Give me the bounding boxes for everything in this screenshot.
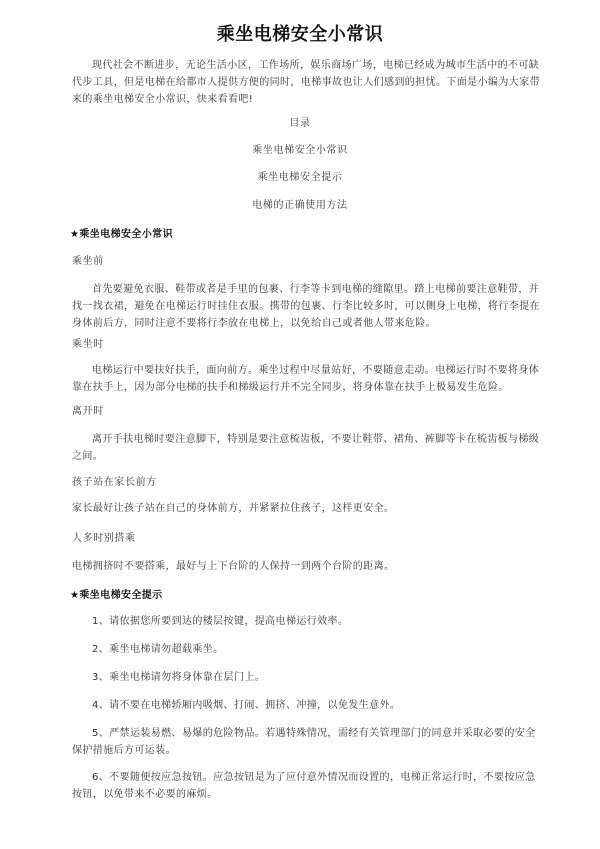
section-heading-safety-tips: ★乘坐电梯安全小常识 [70, 229, 173, 240]
toc-heading: 目录 [289, 118, 311, 129]
subheading-before-riding: 乘坐前 [72, 256, 104, 267]
paragraph-before-riding: 首先要避免衣服、鞋带或者是手里的包裹、行李等卡到电梯的缝隙里。踏上电梯前要注意鞋带，并找一找衣裙，避免在电梯运行时挂住衣服。携带的包裹、行李比较多时，可以侧身上电梯，将行李提在身体前后方，同时注意不要将行李放在电梯上，以免给自己或者他人带来危险。 [72, 284, 540, 329]
list-item: 6、不要随便按应急按钮。应急按钮是为了应付意外情况而设置的，电梯正常运行时，不要按应急按钮，以免带来不必要的麻烦。 [72, 772, 536, 800]
paragraph-child-in-front: 家长最好让孩子站在自己的身体前方，并紧紧拉住孩子，这样更安全。 [72, 503, 395, 514]
toc-link-safety-reminders[interactable]: 乘坐电梯安全提示 [257, 172, 343, 183]
list-item: 2、乘坐电梯请勿超载乘坐。 [92, 644, 224, 655]
list-item: 1、请依据您所要到达的楼层按键，提高电梯运行效率。 [92, 616, 349, 627]
subheading-while-riding: 乘坐时 [72, 339, 104, 350]
list-item: 3、乘坐电梯请勿将身体靠在层门上。 [92, 672, 266, 683]
intro-paragraph: 现代社会不断进步，无论生活小区，工作场所，娱乐商场广场，电梯已经成为城市生活中的不可缺代步工具，但是电梯在给都市人提供方便的同时，电梯事故也让人们感到的担忧。下面是小编为大家带来的乘坐电梯安全小常识，快来看看吧! [72, 60, 540, 105]
subheading-when-leaving: 离开时 [72, 406, 104, 417]
list-item: 5、严禁运装易燃、易爆的危险物品。若遇特殊情况，需经有关管理部门的同意并采取必要的安全保护措施后方可运装。 [72, 728, 536, 756]
paragraph-while-riding: 电梯运行中要扶好扶手，面向前方。乘坐过程中尽量站好，不要随意走动。电梯运行时不要将身体靠在扶手上，因为部分电梯的扶手和梯级运行并不完全同步，将身体靠在扶手上极易发生危险。 [72, 365, 540, 393]
subheading-child-in-front: 孩子站在家长前方 [72, 477, 157, 488]
section-heading-safety-reminders: ★乘坐电梯安全提示 [70, 590, 163, 601]
toc-link-correct-usage[interactable]: 电梯的正确使用方法 [252, 200, 348, 211]
paragraph-when-leaving: 离开手扶电梯时要注意脚下，特别是要注意梳齿板，不要让鞋带、裙角、裤脚等卡在梳齿板与梯级之间。 [72, 434, 540, 462]
list-item: 4、请不要在电梯轿厢内吸烟、打闹、拥挤、冲撞，以免发生意外。 [92, 700, 401, 711]
subheading-crowded: 人多时别搭乘 [72, 533, 136, 544]
toc-link-safety-tips[interactable]: 乘坐电梯安全小常识 [252, 145, 348, 156]
document-title: 乘坐电梯安全小常识 [216, 24, 384, 45]
paragraph-crowded: 电梯拥挤时不要搭乘，最好与上下台阶的人保持一到两个台阶的距离。 [72, 561, 395, 572]
